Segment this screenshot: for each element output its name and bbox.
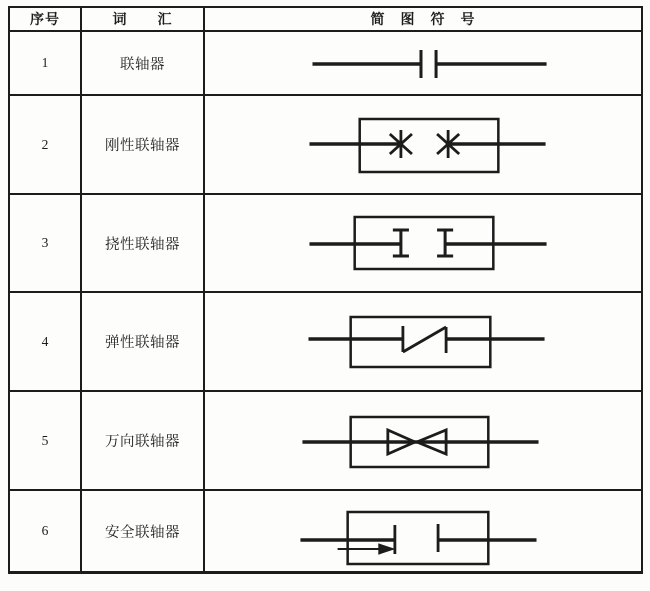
header-cell-serial <box>10 8 82 30</box>
serial-number: 3 <box>41 235 49 250</box>
serial-number: 6 <box>41 523 49 538</box>
term-text: 弹性联轴器 <box>105 335 180 351</box>
serial-cell <box>10 293 82 390</box>
serial-number: 1 <box>41 55 49 70</box>
header-term-label: 词 汇 <box>112 13 173 28</box>
term-cell <box>82 195 205 291</box>
serial-cell <box>10 32 82 94</box>
serial-cell <box>10 392 82 489</box>
flexible-coupling-symbol-icon <box>205 195 641 291</box>
table-row <box>10 96 641 195</box>
term-cell <box>82 96 205 193</box>
term-text: 联轴器 <box>120 56 165 73</box>
symbol-cell <box>205 293 641 390</box>
serial-cell <box>10 195 82 291</box>
table-header-row <box>10 8 641 32</box>
header-cell-term <box>82 8 205 30</box>
symbol-cell <box>205 491 641 571</box>
term-text: 安全联轴器 <box>105 524 180 541</box>
term-text: 刚性联轴器 <box>105 138 180 154</box>
serial-cell <box>10 491 82 571</box>
term-cell <box>82 293 205 390</box>
term-cell <box>82 491 205 571</box>
table-row <box>10 32 641 96</box>
coupling-vocabulary-table <box>8 6 643 574</box>
serial-number: 4 <box>41 333 49 349</box>
symbol-cell <box>205 392 641 489</box>
header-cell-symbol <box>205 8 641 30</box>
symbol-cell <box>205 195 641 291</box>
header-symbol-label: 简 图 符 号 <box>370 13 476 28</box>
universal-coupling-symbol-icon <box>205 392 641 489</box>
term-cell <box>82 32 205 94</box>
table-row <box>10 392 641 491</box>
table-row <box>10 195 641 293</box>
symbol-cell <box>205 96 641 193</box>
term-text: 万向联轴器 <box>105 434 180 450</box>
elastic-coupling-symbol-icon <box>205 293 641 390</box>
coupling-symbol-icon <box>205 32 641 94</box>
term-cell <box>82 392 205 489</box>
table-row <box>10 293 641 392</box>
table-row <box>10 491 641 571</box>
rigid-coupling-symbol-icon <box>205 96 641 193</box>
serial-cell <box>10 96 82 193</box>
term-text: 挠性联轴器 <box>105 236 180 253</box>
header-serial-label: 序号 <box>30 13 60 28</box>
safety-coupling-symbol-icon <box>205 491 641 571</box>
serial-number: 5 <box>41 432 49 448</box>
symbol-cell <box>205 32 641 94</box>
serial-number: 2 <box>41 136 49 152</box>
